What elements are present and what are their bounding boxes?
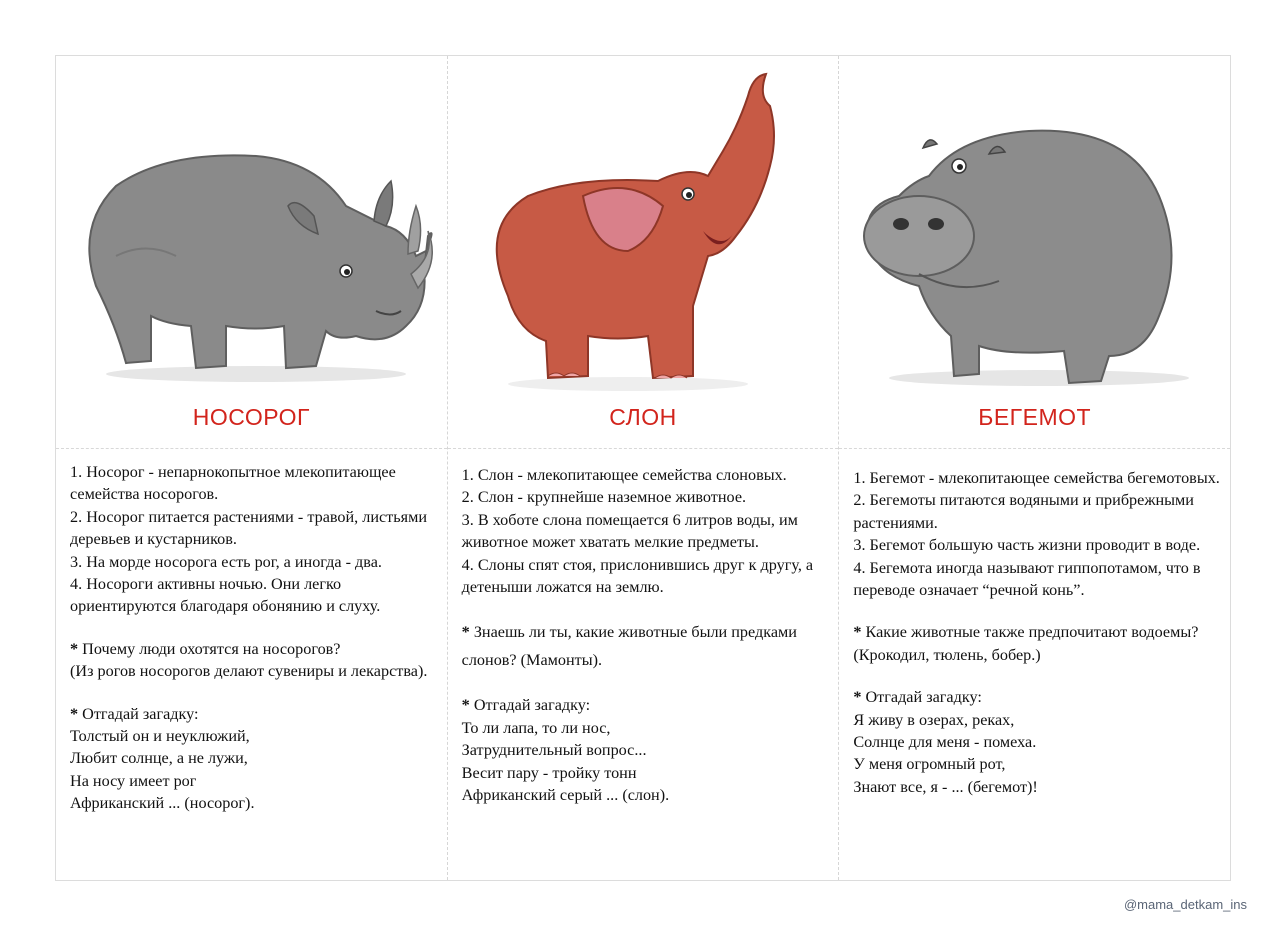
riddle-line-2: Затруднительный вопрос... xyxy=(461,741,647,760)
card-text xyxy=(839,449,1230,798)
fact-4: 4. Носороги активны ночью. Они легко ориентируются благодаря обонянию и слуху. xyxy=(70,575,381,616)
animal-title: БЕГЕМОТ xyxy=(978,404,1092,430)
riddle-title: * Отгадай загадку: xyxy=(853,686,1220,708)
rhino-illustration xyxy=(56,56,448,396)
answer: (Из рогов носорогов делают сувениры и лекарства). xyxy=(70,662,428,681)
riddle-line-1: То ли лапа, то ли нос, xyxy=(461,718,611,737)
riddle-line-1: Толстый он и неуклюжий, xyxy=(70,727,250,746)
riddle-title: * Отгадай загадку: xyxy=(70,703,437,725)
fact-4: 4. Слоны спят стоя, прислонившись друг к другу, а детеныши ложатся на землю. xyxy=(461,555,814,597)
card-hippo xyxy=(839,56,1230,880)
card-art xyxy=(839,56,1230,449)
fact-3: 3. В хоботе слона помещается 6 литров воды, им животное может хватать мелкие предметы. xyxy=(461,510,798,552)
hippo-illustration xyxy=(839,56,1231,396)
riddle-line-1: Я живу в озерах, реках, xyxy=(853,710,1015,729)
question: * Почему люди охотятся на носорогов? xyxy=(70,638,437,660)
fact-2: 2. Носорог питается растениями - травой, листьями деревьев и кустарников. xyxy=(70,507,427,549)
card-text xyxy=(56,449,447,815)
card-elephant xyxy=(448,56,840,880)
riddle-line-4: Африканский ... (носорог). xyxy=(70,794,255,813)
answer: (Крокодил, тюлень, бобер.) xyxy=(853,645,1041,664)
riddle-line-4: Африканский серый ... (слон). xyxy=(461,786,670,805)
card-art xyxy=(56,56,447,449)
animal-title: НОСОРОГ xyxy=(192,404,310,430)
fact-3: 3. На морде носорога есть рог, а иногда - два. xyxy=(70,552,382,571)
card-rhino xyxy=(56,56,448,880)
question: * Какие животные также предпочитают водоемы? xyxy=(853,621,1220,643)
animal-title: СЛОН xyxy=(609,404,677,430)
card-text xyxy=(448,449,839,806)
animal-cards-sheet xyxy=(55,55,1231,881)
riddle-line-3: У меня огромный рот, xyxy=(853,755,1006,774)
watermark: @mama_detkam_ins xyxy=(1123,897,1247,912)
riddle-line-3: На носу имеет рог xyxy=(70,771,197,790)
riddle-line-4: Знают все, я - ... (бегемот)! xyxy=(853,777,1038,796)
fact-1: 1. Носорог - непарнокопытное млекопитающее семейства носорогов. xyxy=(70,463,396,504)
fact-4: 4. Бегемота иногда называют гиппопотамом, что в переводе означает “речной конь”. xyxy=(853,558,1201,600)
riddle-line-3: Весит пару - тройку тонн xyxy=(461,763,637,782)
fact-3: 3. Бегемот большую часть жизни проводит в воде. xyxy=(853,536,1201,555)
riddle-title: * Отгадай загадку: xyxy=(462,694,829,716)
question: * Знаешь ли ты, какие животные были предками слонов? (Мамонты). xyxy=(462,618,829,674)
fact-1: 1. Слон - млекопитающее семейства слоновых. xyxy=(461,466,787,484)
riddle-line-2: Солнце для меня - помеха. xyxy=(853,733,1037,752)
elephant-illustration xyxy=(448,56,840,396)
fact-2: 2. Бегемоты питаются водяными и прибрежными растениями. xyxy=(853,491,1194,532)
riddle-line-2: Любит солнце, а не лужи, xyxy=(70,749,248,768)
fact-2: 2. Слон - крупнейше наземное животное. xyxy=(461,488,747,507)
card-art xyxy=(448,56,839,449)
fact-1: 1. Бегемот - млекопитающее семейства бегемотовых. xyxy=(853,469,1220,487)
